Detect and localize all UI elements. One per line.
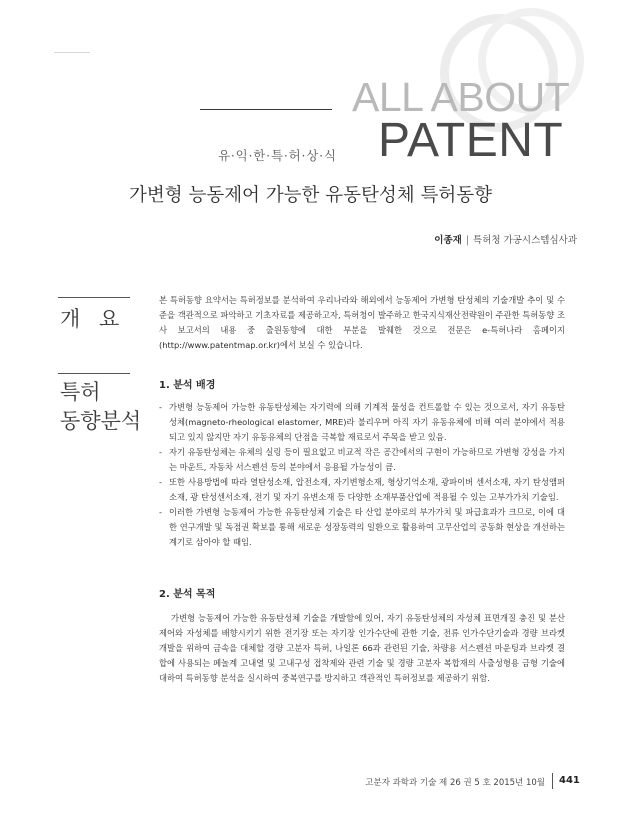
author-name: 이종재 [434,235,462,246]
author-affiliation: 특허청 가공시스템심사과 [473,235,577,246]
author-line [434,232,577,246]
dash-marker: - [159,402,162,412]
header-rule [200,109,332,110]
list-item [159,445,565,475]
list-item-text: 이러한 가변형 능동제어 가능한 유동탄성체 기술은 타 산업 분야로의 부가가치 및 파급효과가 크므로, 이에 대한 연구개발 및 독점권 확보를 통해 새로운 성장동력의 일환으로 활용하여 고무산업의 공동화 현상을 개선하는 계기로 삼아야 할 때임. [169,507,565,547]
overview-heading: 개 요 [60,307,126,331]
section-heading: 2. 분석 목적 [159,589,216,600]
footer-divider [552,773,553,789]
brand-all-about: ALL ABOUT [352,74,570,120]
journal-info: 고분자 과학과 기술 제 26 권 5 호 2015년 10월 [365,778,545,788]
sidebar-rule [58,297,130,298]
author-separator: | [465,235,470,246]
list-item-text: 자기 유동탄성체는 유체의 실링 등이 필요없고 비교적 작은 공간에서의 구현이 가능하므로 가변형 강성을 가지는 마운트, 자동차 서스펜션 등의 분야에서 응용될 가능성이 큼. [169,447,565,472]
section-heading: 1. 분석 배경 [159,380,216,391]
intro-paragraph: 본 특허동향 요약서는 특허정보를 분석하여 우리나라와 해외에서 능동제어 가변형 탄성체의 기술개발 추이 및 수준을 객관적으로 파악하고 기초자료를 제공하고자, 특허청이 발주하고 한국지식재산전략원이 주관한 특허동향 조사 보고서의 내용 중 출원동향에 대한 부분을 발췌한 것으로 전문은 e-특허나라 홈페이지(http://www.patentmap.or.kr)에서 보실 수 있습니다. [159,295,565,350]
page-number: 441 [559,775,580,786]
purpose-paragraph: 가변형 능동제어 가능한 유동탄성체 기술을 개발함에 있어, 자기 유동탄성체의 자성체 표면개질 충진 및 분산제어와 자성체를 배향시키기 위한 전기장 또는 자기장 인가수단에 관한 기술, 전류 인가수단기술과 경량 브라켓 개발을 위하여 금속을 대체할 경량 고분자 특허, 나일론 66과 관련된 기술, 차량용 서스펜션 마운팅과 브라켓 결합에 사용되는 페놀계 고내열 및 고내구성 접착제와 관련 기술 및 경량 고분자 복합재의 사출성형용 금형 기술에 대하여 특허동향 분석을 실시하여 중복연구를 방지하고 객관적인 특허정보를 제공하기 위함. [159,613,565,683]
brand-patent: PATENT [378,114,564,167]
list-item-text: 또한 사용방법에 따라 열탄성소재, 압전소재, 자기변형소재, 형상기억소재, 광파이버 센서소재, 자기 탄성앰퍼소재, 광 탄성센서소재, 전기 및 자기 유변소재 등 다양한 소재부품산업에 적용될 수 있는 고부가가치 기술임. [169,477,565,502]
analysis-heading-line: 동향분석 [60,409,142,433]
background-list [159,400,565,550]
list-item [159,400,565,445]
series-label: 유·익·한·특·허·상·식 [218,148,337,163]
article-title: 가변형 능동제어 가능한 유동탄성체 특허동향 [128,185,493,206]
dash-marker: - [159,507,162,517]
dash-marker: - [159,477,162,487]
list-item-text: 가변형 능동제어 가능한 유동탄성체는 자기력에 의해 기계적 물성을 컨트롤할 수 있는 것으로서, 자기 유동탄성체(magneto-rheological elastomer, MRE)라 불리우며 아직 자기 유동유체에 비해 여러 분야에서 적용되고 있지 않지만 자기 유동유체의 단점을 극복할 재료로서 주목을 받고 있음. [169,402,565,442]
analysis-heading [60,378,141,436]
dash-marker: - [159,447,162,457]
decorative-rule [54,52,90,53]
analysis-heading-line: 특허 [60,380,101,404]
sidebar-rule [58,373,130,374]
list-item [159,505,565,550]
list-item [159,475,565,505]
